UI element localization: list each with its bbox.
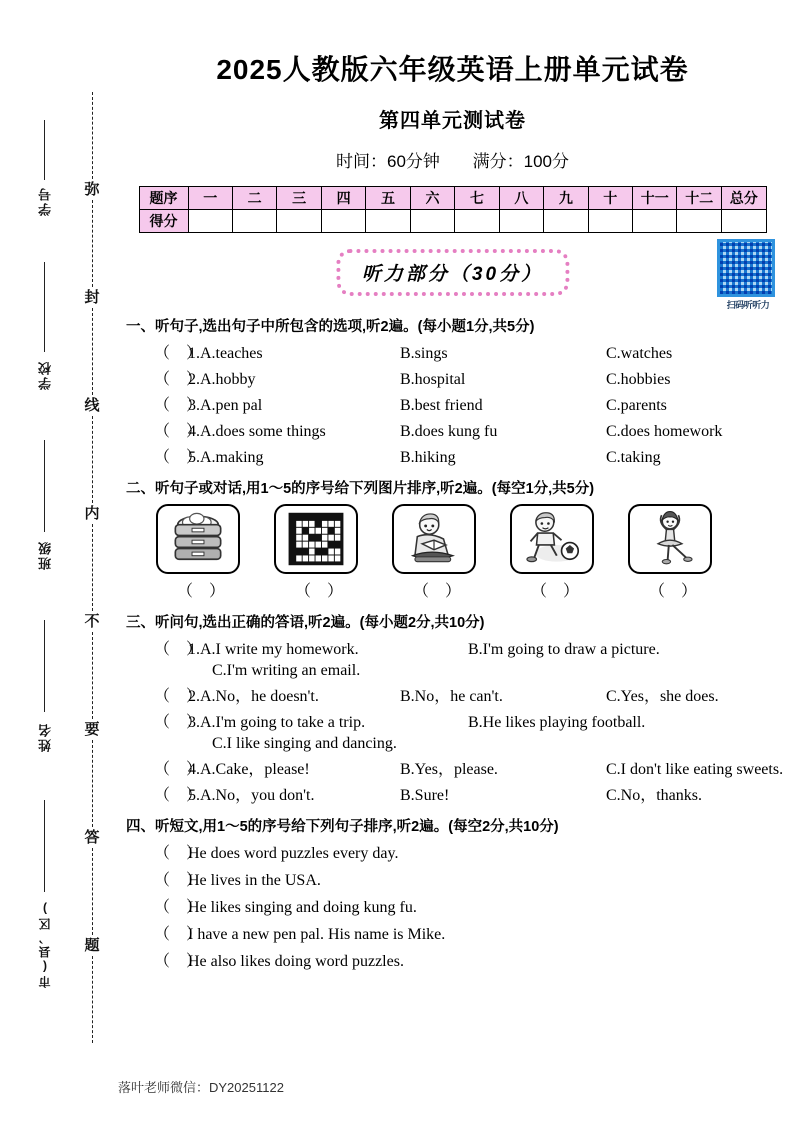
crossword-puzzle-icon xyxy=(280,508,352,570)
answer-blank[interactable]: （ ） xyxy=(154,345,203,362)
ordering-sentence: I have a new pen pal. His name is Mike. xyxy=(188,926,446,943)
picture-cell xyxy=(156,504,246,601)
ordering-row xyxy=(154,921,793,944)
score-table-score-cell[interactable] xyxy=(721,210,766,233)
ordering-row xyxy=(154,894,793,917)
option-b[interactable]: B.No，he can't. xyxy=(400,688,503,705)
score-table-col-header: 五 xyxy=(366,187,410,210)
score-table-rowhead-0: 题序 xyxy=(139,187,188,210)
sidebar-rule-4 xyxy=(44,620,45,712)
score-table-col-header: 十一 xyxy=(633,187,677,210)
seal-dash-segment xyxy=(92,956,93,1043)
score-table-col-header: 总分 xyxy=(721,187,766,210)
question-row xyxy=(154,636,793,659)
ordering-sentence: He lives in the USA. xyxy=(188,872,321,889)
girl-dancing-ballet-icon xyxy=(634,508,706,570)
qr-code-caption: 扫码听听力 xyxy=(726,300,770,310)
score-table-score-cell[interactable] xyxy=(232,210,276,233)
score-table-col-header: 六 xyxy=(410,187,454,210)
listening-banner xyxy=(336,249,569,296)
seal-char: 不 xyxy=(84,613,100,630)
option-c[interactable]: C.parents xyxy=(606,397,667,414)
table-row-scores xyxy=(139,210,766,233)
option-a[interactable]: 5.A.No，you don't. xyxy=(188,787,315,804)
option-a[interactable]: 2.A.No，he doesn't. xyxy=(188,688,319,705)
question-row xyxy=(154,683,793,706)
question-row xyxy=(154,444,793,467)
seal-char: 封 xyxy=(84,289,100,306)
answer-blank[interactable]: （ ） xyxy=(154,371,203,388)
score-table-score-cell[interactable] xyxy=(188,210,232,233)
question-row xyxy=(154,392,793,415)
boy-playing-football-icon xyxy=(516,508,588,570)
sidebar-label-xuehao: 学号 xyxy=(38,186,53,216)
score-table-score-cell[interactable] xyxy=(677,210,721,233)
sidebar-rule-5 xyxy=(44,800,45,892)
option-c[interactable]: C.Yes，she does. xyxy=(606,688,719,705)
picture-answer-blank[interactable]: （ ） xyxy=(648,583,697,600)
picture-box xyxy=(628,504,712,574)
ordering-sentence: He also likes doing word puzzles. xyxy=(188,953,404,970)
sidebar-label-xingming: 姓名 xyxy=(38,722,53,752)
page-subtitle: 第四单元测试卷 xyxy=(379,110,526,132)
ordering-sentence: He likes singing and doing kung fu. xyxy=(188,899,417,916)
option-b[interactable]: B.Sure! xyxy=(400,787,450,804)
question-row xyxy=(154,756,793,779)
option-c[interactable]: C.does homework xyxy=(606,423,723,440)
question-row xyxy=(154,340,793,363)
score-table-rowhead-1: 得分 xyxy=(139,210,188,233)
option-b[interactable]: B.hiking xyxy=(400,449,456,466)
exam-page xyxy=(112,0,793,1122)
listening-banner-wrap xyxy=(112,245,793,310)
seal-dash-segment xyxy=(92,92,93,179)
picture-answer-blank[interactable]: （ ） xyxy=(412,583,461,600)
option-a[interactable]: 3.A.pen pal xyxy=(188,397,263,414)
option-c[interactable]: C.I'm writing an email. xyxy=(212,662,361,679)
option-c[interactable]: C.hobbies xyxy=(606,371,671,388)
sidebar-rule-3 xyxy=(44,440,45,532)
option-c[interactable]: C.I like singing and dancing. xyxy=(212,735,397,752)
page-title: 2025人教版六年级英语上册单元试卷 xyxy=(216,54,689,85)
score-table-score-cell[interactable] xyxy=(633,210,677,233)
seal-dash-segment xyxy=(92,848,93,935)
time-label: 时间：60分钟 xyxy=(335,152,440,171)
option-b[interactable]: B.I'm going to draw a picture. xyxy=(468,641,660,658)
score-table-col-header: 七 xyxy=(455,187,499,210)
ordering-sentence: He does word puzzles every day. xyxy=(188,845,399,862)
picture-answer-blank[interactable]: （ ） xyxy=(294,583,343,600)
score-table-score-cell[interactable] xyxy=(410,210,454,233)
option-c[interactable]: C.watches xyxy=(606,345,673,362)
answer-blank[interactable]: （ ） xyxy=(154,872,203,889)
boy-reading-book-icon xyxy=(398,508,470,570)
seal-dash-segment xyxy=(92,740,93,827)
score-table-col-header: 二 xyxy=(232,187,276,210)
answer-blank[interactable]: （ ） xyxy=(154,641,203,658)
seal-dash-segment xyxy=(92,200,93,287)
section-heading: 三、听问句,选出正确的答语,听2遍。(每小题2分,共10分) xyxy=(126,615,485,631)
score-table-score-cell[interactable] xyxy=(544,210,588,233)
picture-box xyxy=(274,504,358,574)
seal-dash-segment xyxy=(92,308,93,395)
picture-cell xyxy=(392,504,482,601)
qr-code-icon[interactable] xyxy=(717,239,775,297)
sidebar-label-xuexiao: 学校 xyxy=(38,360,53,390)
score-table-col-header: 三 xyxy=(277,187,321,210)
question-row xyxy=(154,782,793,805)
seal-dash-segment xyxy=(92,416,93,503)
option-c[interactable]: C.taking xyxy=(606,449,661,466)
score-table-score-cell[interactable] xyxy=(321,210,365,233)
answer-blank[interactable]: （ ） xyxy=(154,953,203,970)
option-c[interactable]: C.I don't like eating sweets. xyxy=(606,761,784,778)
score-table-col-header: 十二 xyxy=(677,187,721,210)
seal-sidebar xyxy=(0,0,112,1122)
option-b[interactable]: B.best friend xyxy=(400,397,483,414)
score-table-score-cell[interactable] xyxy=(499,210,543,233)
option-b[interactable]: B.sings xyxy=(400,345,448,362)
score-table-score-cell[interactable] xyxy=(588,210,632,233)
question-row xyxy=(154,418,793,441)
score-table-col-header: 四 xyxy=(321,187,365,210)
sidebar-label-shixianqu: 市(县、区) xyxy=(38,900,52,988)
table-row-headers xyxy=(139,187,766,210)
score-table-col-header: 十 xyxy=(588,187,632,210)
seal-char: 答 xyxy=(84,829,100,846)
option-a[interactable]: 1.A.I write my homework. xyxy=(188,641,359,658)
listening-banner-label: 听力部分（30分） xyxy=(361,264,544,285)
picture-box xyxy=(510,504,594,574)
answer-blank[interactable]: （ ） xyxy=(154,449,203,466)
sidebar-rule-1 xyxy=(44,120,45,180)
answer-blank[interactable]: （ ） xyxy=(154,688,203,705)
exam-meta xyxy=(112,147,793,172)
option-a[interactable]: 4.A.Cake，please! xyxy=(188,761,310,778)
section-heading: 四、听短文,用1～5的序号给下列句子排序,听2遍。(每空2分,共10分) xyxy=(126,819,559,835)
picture-box xyxy=(392,504,476,574)
option-a[interactable]: 3.A.I'm going to take a trip. xyxy=(188,714,366,731)
answer-blank[interactable]: （ ） xyxy=(154,787,203,804)
seal-char: 弥 xyxy=(84,181,100,198)
seal-char: 要 xyxy=(84,721,100,738)
option-a[interactable]: 2.A.hobby xyxy=(188,371,256,388)
section-heading: 一、听句子,选出句子中所包含的选项,听2遍。(每小题1分,共5分) xyxy=(126,319,535,335)
footer-watermark: 落叶老师微信：DY20251122 xyxy=(118,1080,284,1095)
score-table-col-header: 八 xyxy=(499,187,543,210)
picture-cell xyxy=(510,504,600,601)
option-a[interactable]: 1.A.teaches xyxy=(188,345,263,362)
picture-cell xyxy=(628,504,718,601)
picture-box xyxy=(156,504,240,574)
score-table-score-cell[interactable] xyxy=(366,210,410,233)
picture-answer-blank[interactable]: （ ） xyxy=(176,583,225,600)
picture-cell xyxy=(274,504,364,601)
answer-blank[interactable]: （ ） xyxy=(154,423,203,440)
answer-blank[interactable]: （ ） xyxy=(154,899,203,916)
option-c[interactable]: C.No，thanks. xyxy=(606,787,703,804)
seal-dash-segment xyxy=(92,524,93,611)
score-table-score-cell[interactable] xyxy=(455,210,499,233)
picture-order-row xyxy=(156,504,793,601)
answer-blank[interactable]: （ ） xyxy=(154,845,203,862)
question-row xyxy=(154,366,793,389)
steamer-basket-buns-icon xyxy=(162,508,234,570)
answer-blank[interactable]: （ ） xyxy=(154,397,203,414)
ordering-row xyxy=(154,867,793,890)
option-a[interactable]: 4.A.does some things xyxy=(188,423,326,440)
picture-answer-blank[interactable]: （ ） xyxy=(530,583,579,600)
option-a[interactable]: 5.A.making xyxy=(188,449,264,466)
seal-dashed-line xyxy=(85,92,99,1052)
score-table xyxy=(139,186,767,233)
seal-char: 题 xyxy=(84,937,100,954)
option-b[interactable]: B.does kung fu xyxy=(400,423,498,440)
option-b[interactable]: B.Yes，please. xyxy=(400,761,498,778)
answer-blank[interactable]: （ ） xyxy=(154,926,203,943)
score-table-score-cell[interactable] xyxy=(277,210,321,233)
seal-dash-segment xyxy=(92,632,93,719)
sections-container xyxy=(112,315,793,971)
seal-char: 内 xyxy=(84,505,100,522)
score-table-col-header: 一 xyxy=(188,187,232,210)
full-score-label: 满分：100分 xyxy=(472,152,570,171)
sidebar-label-banji: 班级 xyxy=(38,540,53,570)
option-b[interactable]: B.hospital xyxy=(400,371,466,388)
sidebar-rule-2 xyxy=(44,262,45,352)
ordering-row xyxy=(154,948,793,971)
score-table-col-header: 九 xyxy=(544,187,588,210)
ordering-row xyxy=(154,840,793,863)
option-b[interactable]: B.He likes playing football. xyxy=(468,714,646,731)
answer-blank[interactable]: （ ） xyxy=(154,761,203,778)
answer-blank[interactable]: （ ） xyxy=(154,714,203,731)
seal-char: 线 xyxy=(84,397,100,414)
qr-code-block[interactable] xyxy=(717,239,779,311)
question-row xyxy=(154,709,793,732)
section-heading: 二、听句子或对话,用1～5的序号给下列图片排序,听2遍。(每空1分,共5分) xyxy=(126,481,595,497)
